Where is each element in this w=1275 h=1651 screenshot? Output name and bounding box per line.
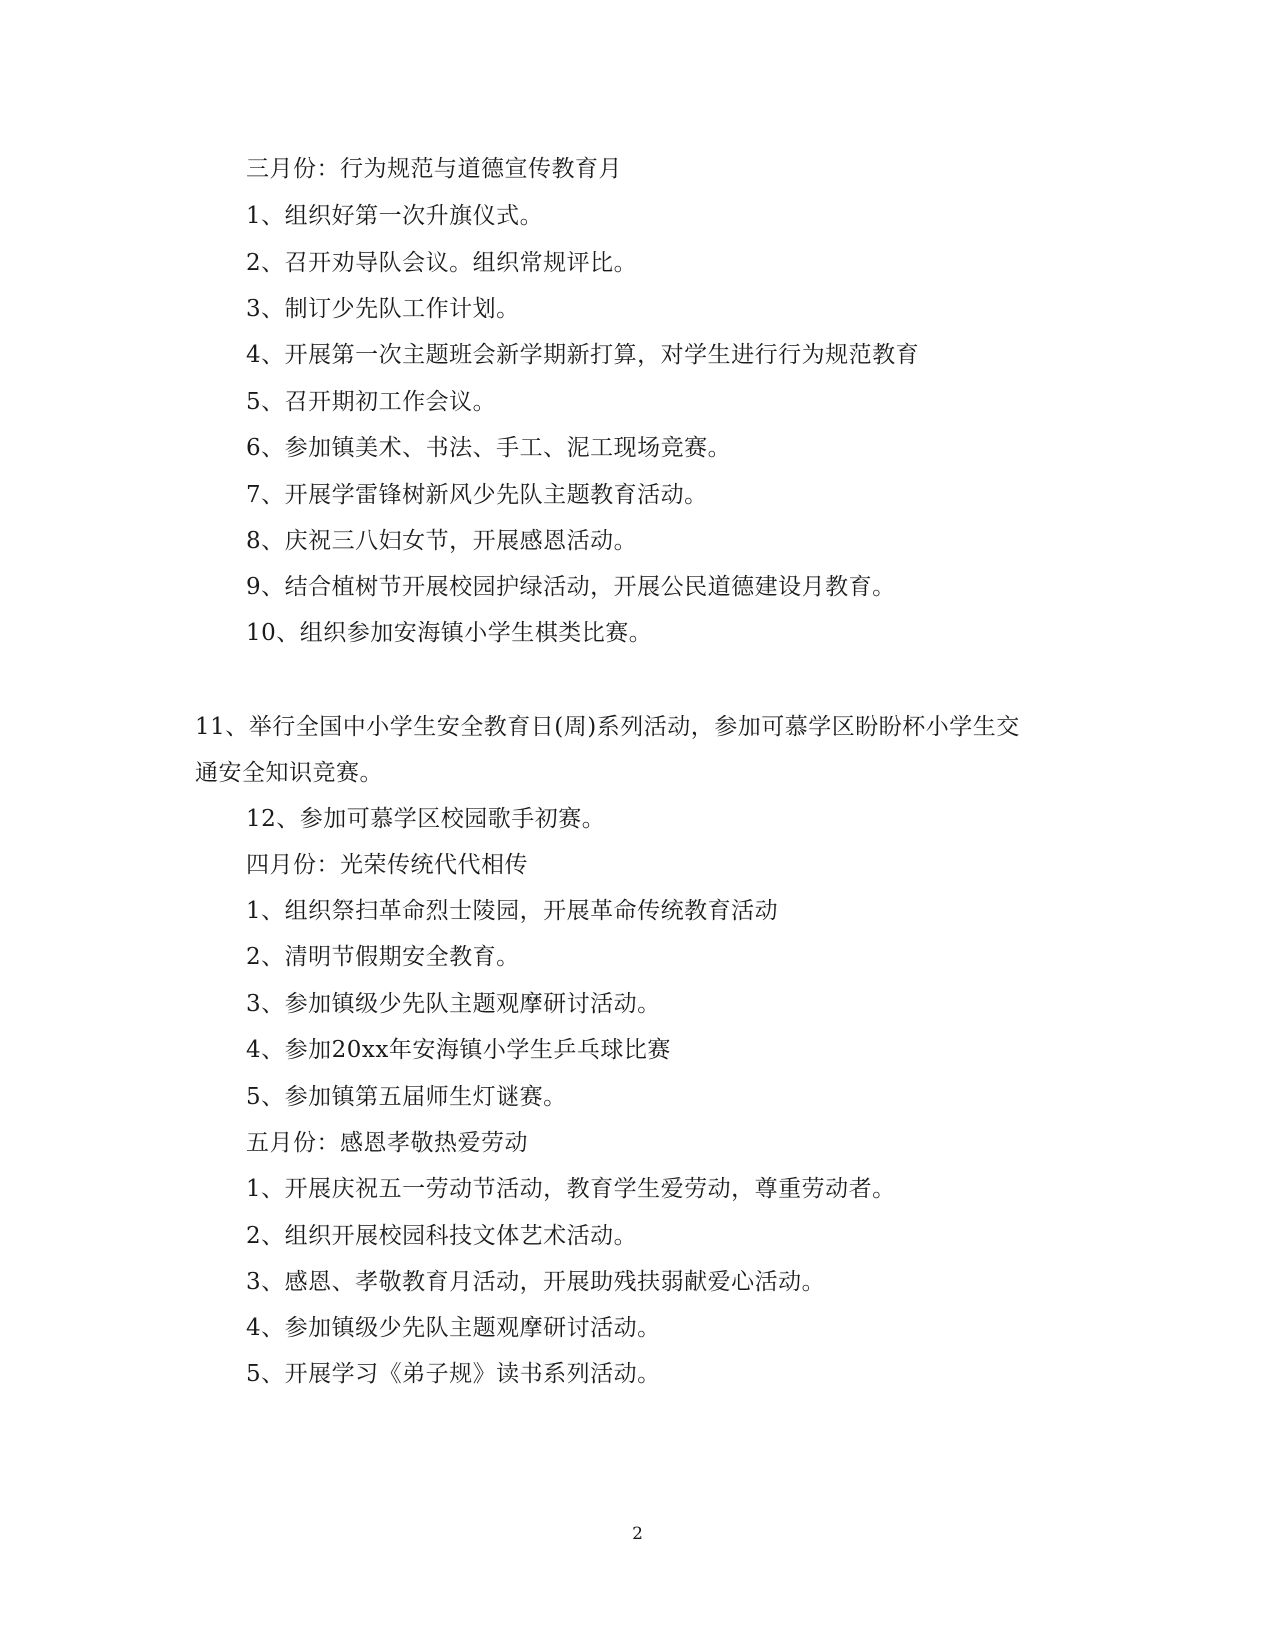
list-item: 8、庆祝三八妇女节，开展感恩活动。 — [246, 528, 638, 554]
list-item: 1、组织好第一次升旗仪式。 — [246, 203, 544, 229]
section-heading-march: 三月份：行为规范与道德宣传教育月 — [246, 156, 622, 182]
section-heading-april: 四月份：光荣传统代代相传 — [246, 852, 528, 878]
list-item: 4、参加镇级少先队主题观摩研讨活动。 — [246, 1315, 661, 1341]
list-item: 12、参加可慕学区校园歌手初赛。 — [246, 806, 606, 832]
page-number: 2 — [632, 1524, 643, 1544]
list-item: 3、制订少先队工作计划。 — [246, 296, 520, 322]
list-item: 4、开展第一次主题班会新学期新打算，对学生进行行为规范教育 — [246, 342, 920, 368]
list-item: 3、感恩、孝敬教育月活动，开展助残扶弱献爱心活动。 — [246, 1269, 826, 1295]
list-item: 1、组织祭扫革命烈士陵园，开展革命传统教育活动 — [246, 898, 779, 924]
list-item: 3、参加镇级少先队主题观摩研讨活动。 — [246, 991, 661, 1017]
list-item: 2、清明节假期安全教育。 — [246, 944, 520, 970]
list-item: 2、召开劝导队会议。组织常规评比。 — [246, 250, 638, 276]
list-item: 4、参加20xx年安海镇小学生乒乓球比赛 — [246, 1037, 671, 1063]
list-item: 5、开展学习《弟子规》读书系列活动。 — [246, 1361, 661, 1387]
list-item: 9、结合植树节开展校园护绿活动，开展公民道德建设月教育。 — [246, 574, 896, 600]
list-item: 7、开展学雷锋树新风少先队主题教育活动。 — [246, 482, 708, 508]
list-item: 1、开展庆祝五一劳动节活动，教育学生爱劳动，尊重劳动者。 — [246, 1176, 896, 1202]
list-item-continuation: 通安全知识竞赛。 — [195, 760, 383, 786]
list-item: 5、召开期初工作会议。 — [246, 389, 497, 415]
list-item: 6、参加镇美术、书法、手工、泥工现场竞赛。 — [246, 435, 732, 461]
list-item: 5、参加镇第五届师生灯谜赛。 — [246, 1084, 567, 1110]
list-item: 10、组织参加安海镇小学生棋类比赛。 — [246, 620, 653, 646]
section-heading-may: 五月份：感恩孝敬热爱劳动 — [246, 1130, 528, 1156]
list-item: 2、组织开展校园科技文体艺术活动。 — [246, 1223, 638, 1249]
list-item: 11、举行全国中小学生安全教育日(周)系列活动，参加可慕学区盼盼杯小学生交 — [195, 714, 1020, 740]
